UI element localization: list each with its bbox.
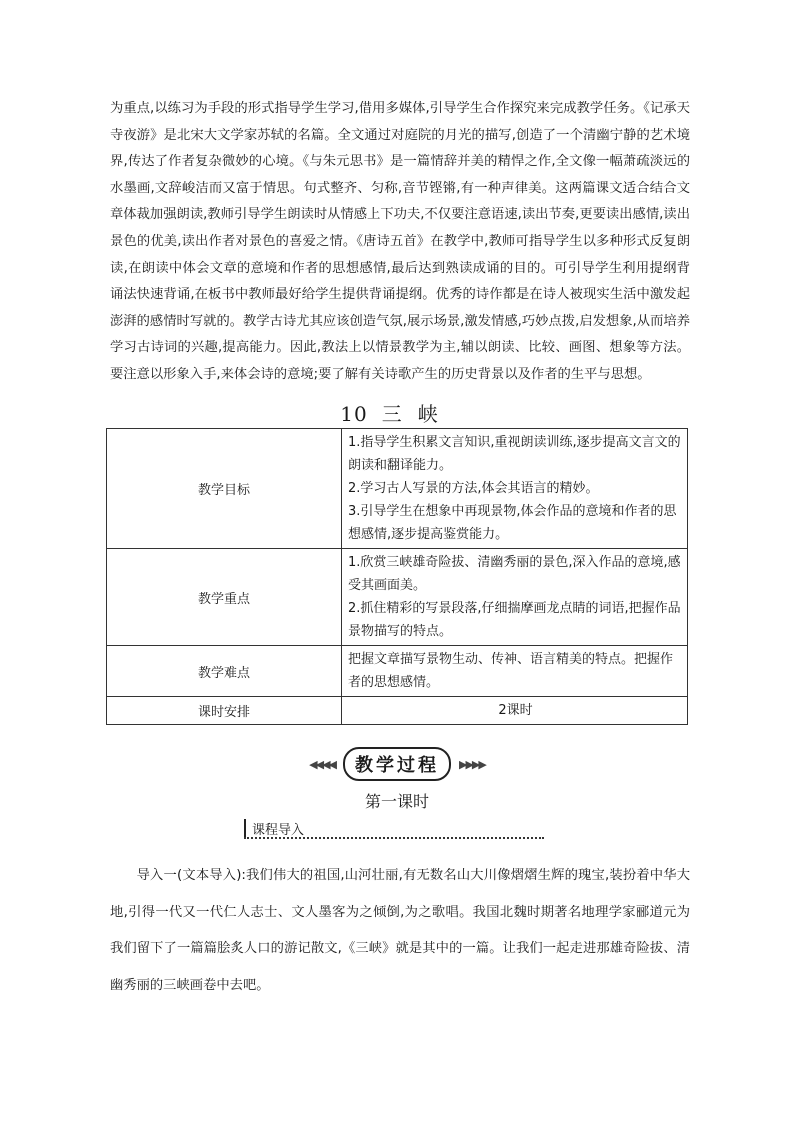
objective-item: 3.引导学生在想象中再现景物,体会作品的意境和作者的思想感情,逐步提高鉴赏能力。 [348, 504, 677, 542]
lesson-name: 三峡 [381, 402, 454, 426]
teaching-process-banner [0, 747, 794, 781]
right-arrows-icon: ▶▶▶▶ [459, 757, 485, 771]
key-point-item: 2.抓住精彩的写景段落,仔细揣摩画龙点睛的词语,把握作品景物描写的特点。 [348, 601, 681, 639]
intro-paragraph: 为重点,以练习为手段的形式指导学生学习,借用多媒体,引导学生合作探究来完成教学任务。《记承天寺夜游》是北宋大文学家苏轼的名篇。全文通过对庭院的月光的描写,创造了一个清幽宁静的艺术境界,传达了作者复杂微妙的心境。《与朱元思书》是一篇情辞并美的精悍之作,全文像一幅萧疏淡远的水墨画,文辞峻洁而又富于情思。句式整齐、匀称,音节铿锵,有一种声律美。这两篇课文适合结合文章体裁加强朗读,教师引导学生朗读时从情感上下功夫,不仅要注意语速,读出节奏,更要读出感情,读出景色的优美,读出作者对景色的喜爱之情。《唐诗五首》在教学中,教师可指导学生以多种形式反复朗读,在朗读中体会文章的意境和作者的思想感情,最后达到熟读成诵的目的。可引导学生利用提纲背诵法快速背诵,在板书中教师最好给学生提供背诵提纲。优秀的诗作都是在诗人被现实生活中激发起澎湃的感情时写就的。教学古诗尤其应该创造气氛,展示场景,激发情感,巧妙点拨,启发想象,从而培养学习古诗词的兴趣,提高能力。因此,教法上以情景教学为主,辅以朗读、比较、画图、想象等方法。要注意以形象入手,来体会诗的意境;要了解有关诗歌产生的历史背景以及作者的生平与思想。 [110, 101, 690, 382]
lead-paragraph [110, 858, 690, 1004]
schedule-value: 2课时 [342, 697, 688, 725]
table-row-schedule [107, 697, 688, 725]
difficulty-content: 把握文章描写景物生动、传神、语言精美的特点。把握作者的思想感情。 [342, 646, 688, 697]
key-points-label: 教学重点 [107, 549, 342, 646]
difficulty-label: 教学难点 [107, 646, 342, 697]
teaching-goals-table [106, 428, 688, 725]
dotted-divider [244, 837, 544, 839]
schedule-label: 课时安排 [107, 697, 342, 725]
intro-text-block [110, 96, 690, 389]
table-row-objectives [107, 429, 688, 549]
objective-item: 1.指导学生积累文言知识,重视朗读训练,逐步提高文言文的朗读和翻译能力。 [348, 435, 681, 473]
period-title: 第一课时 [364, 792, 429, 811]
lead-label: 导入一(文本导入): [136, 868, 246, 883]
process-banner-title: 教学过程 [343, 747, 451, 781]
key-points-content [342, 549, 688, 646]
left-arrows-icon: ◀◀◀◀ [309, 757, 335, 771]
objectives-content [342, 429, 688, 549]
lead-text: 我们伟大的祖国,山河壮丽,有无数名山大川像熠熠生辉的瑰宝,装扮着中华大地,引得一代又一代仁人志士、文人墨客为之倾倒,为之歌唱。我国北魏时期著名地理学家郦道元为我们留下了一篇篇脍炙人口的游记散文,《三峡》就是其中的一篇。让我们一起走进那雄奇险拔、清幽秀丽的三峡画卷中去吧。 [110, 868, 690, 993]
key-point-item: 1.欣赏三峡雄奇险拔、清幽秀丽的景色,深入作品的意境,感受其画面美。 [348, 555, 681, 593]
lesson-title [0, 398, 794, 427]
section-heading [240, 818, 544, 840]
objectives-label: 教学目标 [107, 429, 342, 549]
table-row-difficulty [107, 646, 688, 697]
section-bar-icon [244, 819, 246, 837]
lesson-number: 10 [340, 402, 368, 426]
table-row-key-points [107, 549, 688, 646]
section-title: 课程导入 [252, 823, 305, 838]
objective-item: 2.学习古人写景的方法,体会其语言的精妙。 [348, 481, 599, 496]
